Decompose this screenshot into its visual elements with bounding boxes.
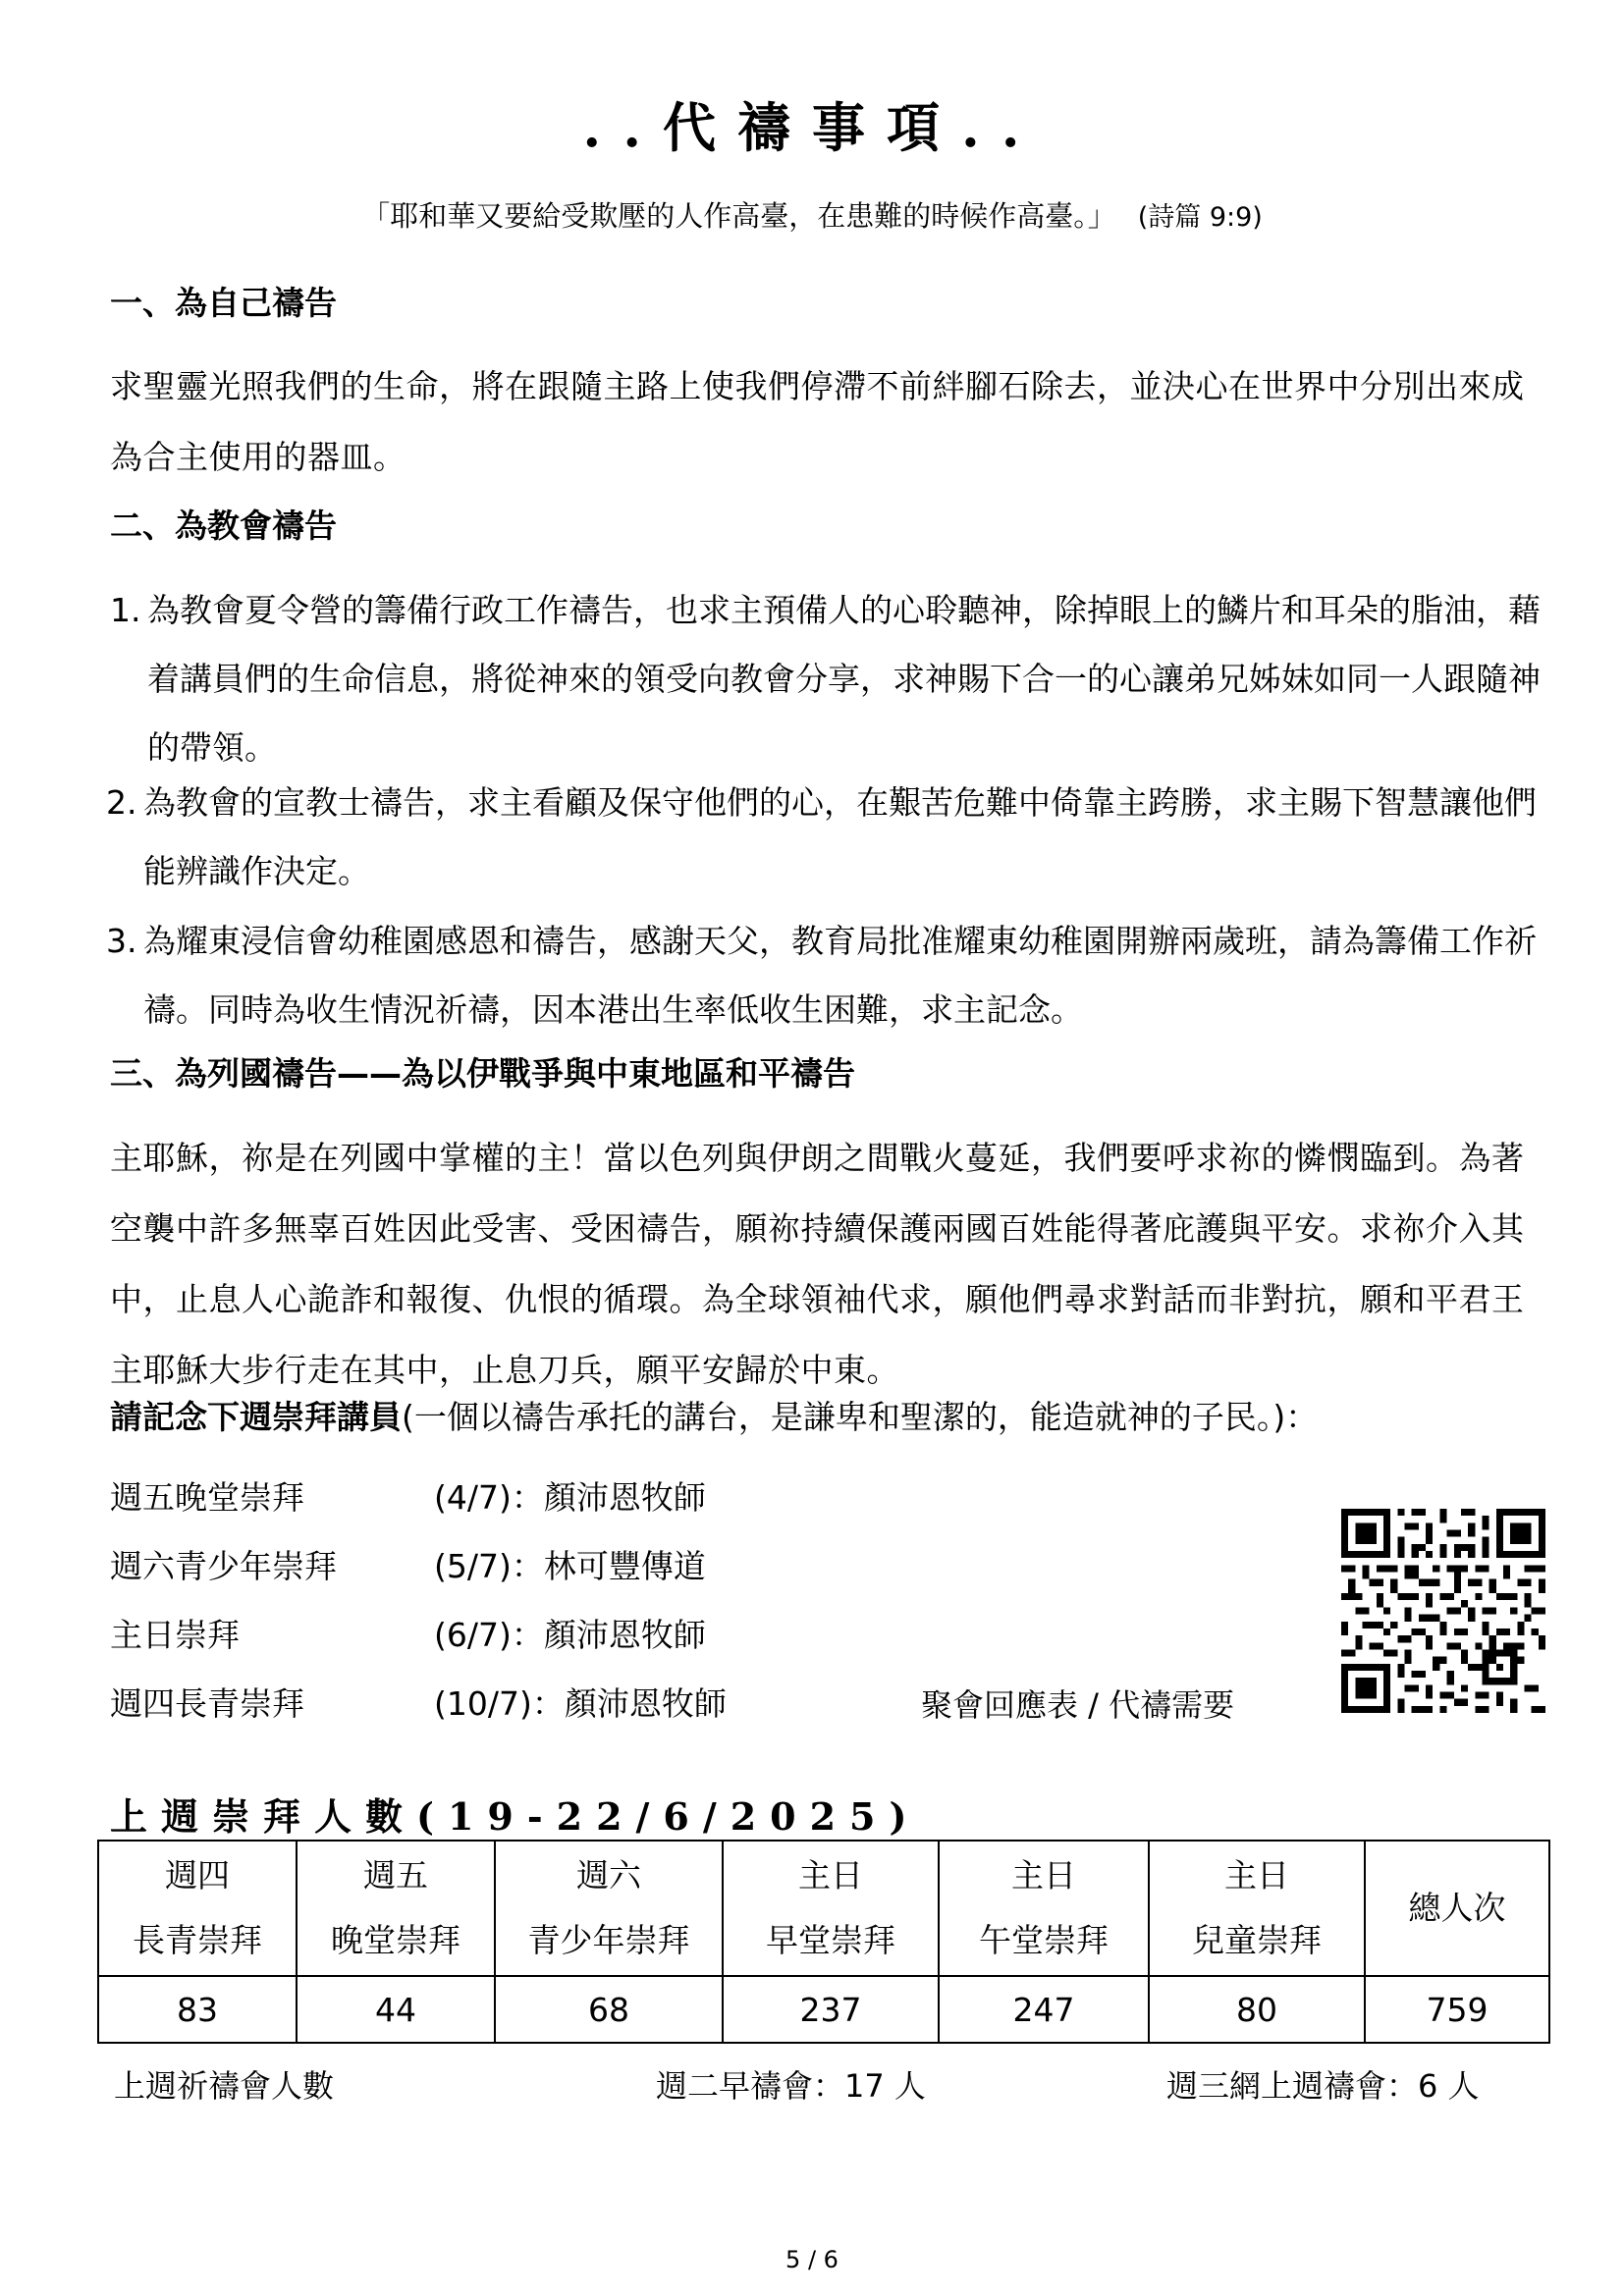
wednesday-prayer-count: 週三網上週禱會：6 人 bbox=[1166, 2067, 1480, 2105]
qr-caption: 聚會回應表 / 代禱需要 bbox=[921, 1686, 1235, 1724]
section-heading-self: 一、為自己禱告 bbox=[110, 284, 337, 322]
service-name: 主日崇拜 bbox=[110, 1616, 240, 1654]
church-prayer-item bbox=[110, 576, 1553, 782]
page-title: ..代禱事項.. bbox=[582, 96, 1042, 159]
service-name: 週五晚堂崇拜 bbox=[110, 1478, 304, 1517]
header-day: 主日 bbox=[798, 1856, 863, 1895]
header-day: 週六 bbox=[576, 1856, 641, 1895]
value-total: 759 bbox=[1365, 1976, 1549, 2043]
qr-code-icon[interactable] bbox=[1341, 1509, 1545, 1713]
verse-reference: (詩篇 9:9) bbox=[1137, 202, 1263, 233]
speaker-row bbox=[110, 1472, 706, 1519]
speaker-row bbox=[110, 1541, 706, 1587]
value-cell: 68 bbox=[495, 1976, 723, 2043]
header-day: 主日 bbox=[1011, 1856, 1076, 1895]
speaker-detail: (10/7)：顏沛恩牧師 bbox=[434, 1684, 727, 1723]
speaker-row bbox=[110, 1679, 727, 1725]
speaker-detail: (5/7)：林可豐傳道 bbox=[434, 1547, 706, 1585]
prayer-meeting-label: 上週祈禱會人數 bbox=[114, 2067, 335, 2105]
speaker-row bbox=[110, 1610, 706, 1656]
header-cell bbox=[723, 1841, 939, 1976]
header-service: 午堂崇拜 bbox=[979, 1921, 1109, 1959]
header-service: 長青崇拜 bbox=[133, 1921, 262, 1959]
page-number: 5 / 6 bbox=[785, 2246, 839, 2273]
value-cell: 247 bbox=[939, 1976, 1149, 2043]
item-number: 1. bbox=[110, 591, 141, 629]
item-text: 為教會的宣教士禱告，求主看顧及保守他們的心，在艱苦危難中倚靠主跨勝，求主賜下智慧讓他們能辨識作決定。 bbox=[143, 783, 1537, 890]
speaker-detail: (4/7)：顏沛恩牧師 bbox=[434, 1478, 706, 1517]
header-day: 週四 bbox=[165, 1856, 230, 1895]
verse-text: 「耶和華又要給受欺壓的人作高臺，在患難的時候作高臺。」 bbox=[361, 199, 1116, 233]
item-number: 3. bbox=[106, 922, 137, 960]
scripture-verse bbox=[0, 194, 1624, 235]
attendance-header-row bbox=[98, 1841, 1549, 1976]
speakers-heading-note: (一個以禱告承托的講台，是謙卑和聖潔的，能造就神的子民。)： bbox=[402, 1398, 1319, 1436]
value-cell: 83 bbox=[98, 1976, 297, 2043]
header-cell bbox=[1149, 1841, 1365, 1976]
header-service: 兒童崇拜 bbox=[1192, 1921, 1322, 1959]
header-service: 晚堂崇拜 bbox=[331, 1921, 460, 1959]
attendance-value-row bbox=[98, 1976, 1549, 2043]
header-cell bbox=[939, 1841, 1149, 1976]
service-name: 週六青少年崇拜 bbox=[110, 1547, 337, 1585]
speakers-heading bbox=[110, 1392, 1318, 1438]
item-text: 為教會夏令營的籌備行政工作禱告，也求主預備人的心聆聽神，除掉眼上的鱗片和耳朵的脂油，藉着講員們的生命信息，將從神來的領受向教會分享，求神賜下合一的心讓弟兄姊妹如同一人跟隨神的帶領。 bbox=[147, 591, 1541, 767]
section-text-self: 求聖靈光照我們的生命，將在跟隨主路上使我們停滯不前絆腳石除去，並決心在世界中分別出來成為合主使用的器皿。 bbox=[110, 367, 1525, 476]
value-cell: 237 bbox=[723, 1976, 939, 2043]
header-cell bbox=[297, 1841, 495, 1976]
section-heading-nations: 三、為列國禱告——為以伊戰爭與中東地區和平禱告 bbox=[110, 1054, 855, 1093]
value-cell: 44 bbox=[297, 1976, 495, 2043]
section-text-nations: 主耶穌，祢是在列國中掌權的主！當以色列與伊朗之間戰火蔓延，我們要呼求祢的憐憫臨到。為著空襲中許多無辜百姓因此受害、受困禱告，願祢持續保護兩國百姓能得著庇護與平安。求祢介入其中，止息人心詭詐和報復、仇恨的循環。為全球領袖代求，願他們尋求對話而非對抗，願和平君王主耶穌大步行走在其中，止息刀兵，願平安歸於中東。 bbox=[110, 1139, 1525, 1389]
header-total: 總人次 bbox=[1365, 1841, 1549, 1976]
attendance-title: 上週崇拜人數(19-22/6/2025) bbox=[110, 1794, 921, 1839]
item-text: 為耀東浸信會幼稚園感恩和禱告，感謝天父，教育局批准耀東幼稚園開辦兩歲班，請為籌備工作祈禱。同時為收生情況祈禱，因本港出生率低收生困難，求主記念。 bbox=[143, 922, 1537, 1029]
speaker-detail: (6/7)：顏沛恩牧師 bbox=[434, 1616, 706, 1654]
header-service: 早堂崇拜 bbox=[766, 1921, 895, 1959]
value-cell: 80 bbox=[1149, 1976, 1365, 2043]
church-prayer-item bbox=[106, 769, 1549, 906]
section-heading-church: 二、為教會禱告 bbox=[110, 507, 337, 545]
service-name: 週四長青崇拜 bbox=[110, 1684, 304, 1723]
speakers-heading-bold: 請記念下週崇拜講員 bbox=[110, 1398, 402, 1436]
header-cell bbox=[98, 1841, 297, 1976]
header-service: 青少年崇拜 bbox=[527, 1921, 690, 1959]
header-day: 週五 bbox=[363, 1856, 428, 1895]
header-day: 主日 bbox=[1224, 1856, 1289, 1895]
header-cell bbox=[495, 1841, 723, 1976]
church-prayer-item bbox=[106, 907, 1549, 1044]
tuesday-prayer-count: 週二早禱會：17 人 bbox=[656, 2067, 926, 2105]
attendance-table bbox=[97, 1840, 1550, 2044]
item-number: 2. bbox=[106, 783, 137, 822]
